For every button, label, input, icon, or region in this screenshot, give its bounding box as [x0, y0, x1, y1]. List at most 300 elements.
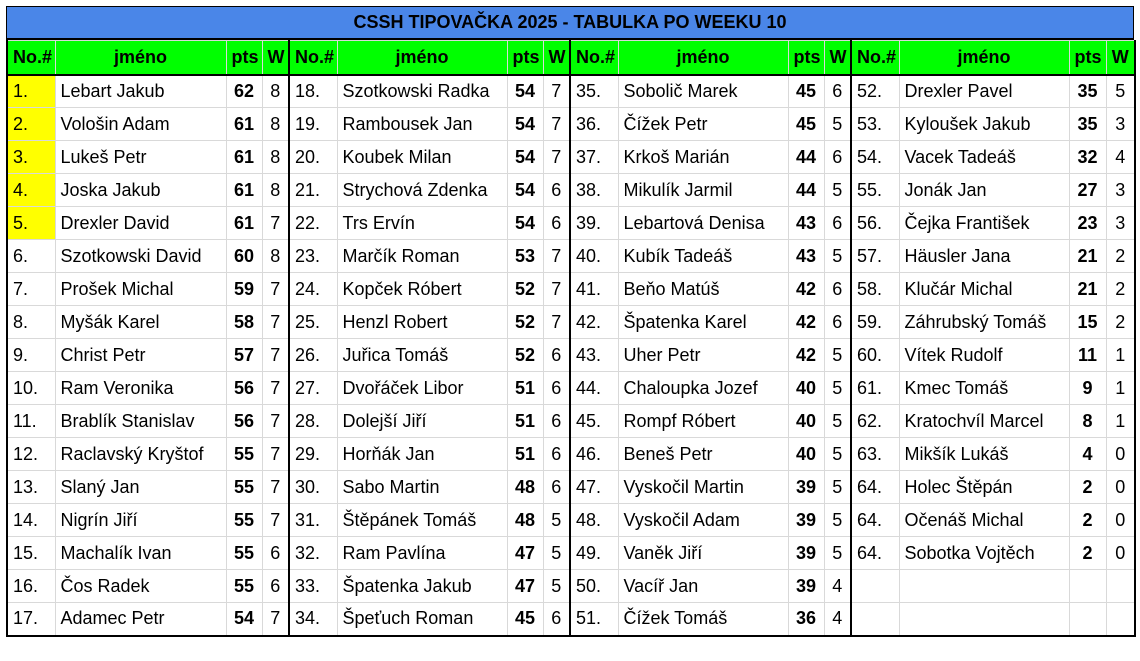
cell-name: Kratochvíl Marcel	[899, 405, 1069, 438]
cell-pts: 43	[788, 207, 824, 240]
cell-pts: 9	[1069, 372, 1106, 405]
cell-no: 9.	[7, 339, 55, 372]
cell-name: Vyskočil Adam	[618, 504, 788, 537]
cell-no: 49.	[570, 537, 618, 570]
cell-name: Záhrubský Tomáš	[899, 306, 1069, 339]
cell-pts: 60	[226, 240, 262, 273]
cell-w: 5	[824, 240, 851, 273]
cell-no: 55.	[851, 174, 899, 207]
cell-name: Horňák Jan	[337, 438, 507, 471]
cell-no: 52.	[851, 75, 899, 108]
cell-no: 16.	[7, 570, 55, 603]
cell-w	[1106, 603, 1135, 636]
cell-w: 2	[1106, 306, 1135, 339]
cell-no	[851, 603, 899, 636]
cell-w: 3	[1106, 108, 1135, 141]
cell-name: Slaný Jan	[55, 471, 226, 504]
cell-pts: 56	[226, 405, 262, 438]
cell-pts: 4	[1069, 438, 1106, 471]
cell-no: 50.	[570, 570, 618, 603]
cell-name: Vaněk Jiří	[618, 537, 788, 570]
cell-pts: 54	[507, 141, 543, 174]
cell-w: 5	[1106, 75, 1135, 108]
table-row	[7, 108, 1135, 141]
cell-no: 34.	[289, 603, 337, 636]
cell-no: 6.	[7, 240, 55, 273]
cell-pts: 52	[507, 306, 543, 339]
cell-pts: 35	[1069, 75, 1106, 108]
cell-no: 27.	[289, 372, 337, 405]
cell-w: 6	[824, 306, 851, 339]
cell-pts: 61	[226, 174, 262, 207]
cell-w: 7	[262, 405, 289, 438]
cell-no: 38.	[570, 174, 618, 207]
header-name: jméno	[899, 41, 1069, 75]
header-row	[7, 41, 1135, 75]
cell-name: Uher Petr	[618, 339, 788, 372]
cell-w: 1	[1106, 339, 1135, 372]
cell-no: 48.	[570, 504, 618, 537]
cell-w: 5	[824, 438, 851, 471]
cell-w: 7	[262, 438, 289, 471]
cell-no: 64.	[851, 471, 899, 504]
cell-w: 5	[543, 537, 570, 570]
cell-pts: 42	[788, 273, 824, 306]
cell-name: Marčík Roman	[337, 240, 507, 273]
standings-table	[6, 40, 1136, 637]
cell-no: 51.	[570, 603, 618, 636]
cell-pts: 43	[788, 240, 824, 273]
cell-pts: 8	[1069, 405, 1106, 438]
cell-name: Kmec Tomáš	[899, 372, 1069, 405]
cell-no: 56.	[851, 207, 899, 240]
cell-no: 41.	[570, 273, 618, 306]
cell-w: 5	[824, 405, 851, 438]
cell-pts: 58	[226, 306, 262, 339]
cell-no: 18.	[289, 75, 337, 108]
cell-name: Čejka František	[899, 207, 1069, 240]
table-row	[7, 372, 1135, 405]
cell-w: 5	[824, 372, 851, 405]
table-row	[7, 570, 1135, 603]
cell-w: 7	[543, 273, 570, 306]
table-row	[7, 141, 1135, 174]
cell-w: 4	[824, 603, 851, 636]
cell-pts: 36	[788, 603, 824, 636]
cell-w: 1	[1106, 372, 1135, 405]
cell-name: Adamec Petr	[55, 603, 226, 636]
cell-w: 3	[1106, 207, 1135, 240]
cell-w: 6	[543, 438, 570, 471]
cell-pts: 32	[1069, 141, 1106, 174]
cell-pts: 2	[1069, 471, 1106, 504]
cell-pts: 39	[788, 504, 824, 537]
cell-name: Prošek Michal	[55, 273, 226, 306]
cell-name: Čos Radek	[55, 570, 226, 603]
cell-w: 6	[262, 570, 289, 603]
cell-name: Sobolič Marek	[618, 75, 788, 108]
cell-w: 8	[262, 240, 289, 273]
cell-w: 6	[262, 537, 289, 570]
cell-name: Dvořáček Libor	[337, 372, 507, 405]
cell-name: Klučár Michal	[899, 273, 1069, 306]
cell-no: 20.	[289, 141, 337, 174]
cell-name: Kyloušek Jakub	[899, 108, 1069, 141]
cell-no: 53.	[851, 108, 899, 141]
cell-no: 28.	[289, 405, 337, 438]
cell-pts: 54	[507, 75, 543, 108]
cell-w: 5	[824, 471, 851, 504]
cell-w: 7	[262, 273, 289, 306]
cell-no: 25.	[289, 306, 337, 339]
cell-pts: 40	[788, 405, 824, 438]
cell-w: 3	[1106, 174, 1135, 207]
cell-w: 5	[824, 108, 851, 141]
cell-w: 6	[543, 174, 570, 207]
cell-w: 2	[1106, 240, 1135, 273]
cell-name: Strychová Zdenka	[337, 174, 507, 207]
cell-pts: 39	[788, 537, 824, 570]
cell-no: 43.	[570, 339, 618, 372]
cell-name: Vacíř Jan	[618, 570, 788, 603]
cell-name: Nigrín Jiří	[55, 504, 226, 537]
cell-no: 57.	[851, 240, 899, 273]
cell-pts: 47	[507, 537, 543, 570]
cell-pts: 44	[788, 174, 824, 207]
cell-w: 7	[262, 306, 289, 339]
cell-no: 47.	[570, 471, 618, 504]
cell-no: 3.	[7, 141, 55, 174]
cell-name: Očenáš Michal	[899, 504, 1069, 537]
cell-no: 63.	[851, 438, 899, 471]
cell-name: Rambousek Jan	[337, 108, 507, 141]
cell-name: Dolejší Jiří	[337, 405, 507, 438]
cell-w: 7	[262, 207, 289, 240]
cell-name: Koubek Milan	[337, 141, 507, 174]
header-no: No.#	[7, 41, 55, 75]
cell-pts: 21	[1069, 273, 1106, 306]
cell-name: Juřica Tomáš	[337, 339, 507, 372]
cell-pts: 62	[226, 75, 262, 108]
cell-no: 21.	[289, 174, 337, 207]
cell-pts: 2	[1069, 504, 1106, 537]
cell-name	[899, 603, 1069, 636]
cell-w: 5	[824, 537, 851, 570]
cell-no: 58.	[851, 273, 899, 306]
cell-no: 12.	[7, 438, 55, 471]
cell-no: 40.	[570, 240, 618, 273]
cell-no: 8.	[7, 306, 55, 339]
cell-no: 13.	[7, 471, 55, 504]
header-no: No.#	[851, 41, 899, 75]
cell-name: Trs Ervín	[337, 207, 507, 240]
cell-pts: 55	[226, 537, 262, 570]
cell-name: Szotkowski Radka	[337, 75, 507, 108]
cell-pts: 61	[226, 108, 262, 141]
cell-name: Kubík Tadeáš	[618, 240, 788, 273]
cell-name: Mikšík Lukáš	[899, 438, 1069, 471]
cell-pts: 23	[1069, 207, 1106, 240]
cell-pts: 40	[788, 372, 824, 405]
header-pts: pts	[507, 41, 543, 75]
table-row	[7, 174, 1135, 207]
cell-name: Špatenka Jakub	[337, 570, 507, 603]
cell-pts: 45	[788, 75, 824, 108]
header-w: W	[1106, 41, 1135, 75]
cell-w: 0	[1106, 537, 1135, 570]
cell-no: 29.	[289, 438, 337, 471]
cell-no: 64.	[851, 537, 899, 570]
cell-name: Štěpánek Tomáš	[337, 504, 507, 537]
cell-w: 8	[262, 174, 289, 207]
cell-no: 39.	[570, 207, 618, 240]
cell-pts: 61	[226, 141, 262, 174]
cell-no: 45.	[570, 405, 618, 438]
cell-no: 24.	[289, 273, 337, 306]
cell-name: Häusler Jana	[899, 240, 1069, 273]
cell-name: Christ Petr	[55, 339, 226, 372]
cell-pts: 35	[1069, 108, 1106, 141]
cell-w: 6	[543, 405, 570, 438]
cell-w: 8	[262, 75, 289, 108]
cell-pts: 51	[507, 405, 543, 438]
cell-pts: 2	[1069, 537, 1106, 570]
cell-pts: 54	[507, 108, 543, 141]
cell-name: Brablík Stanislav	[55, 405, 226, 438]
cell-no: 2.	[7, 108, 55, 141]
cell-pts: 47	[507, 570, 543, 603]
cell-name: Beňo Matúš	[618, 273, 788, 306]
cell-w: 5	[824, 174, 851, 207]
cell-pts: 56	[226, 372, 262, 405]
cell-w: 8	[262, 141, 289, 174]
cell-no: 31.	[289, 504, 337, 537]
header-pts: pts	[788, 41, 824, 75]
cell-no: 64.	[851, 504, 899, 537]
cell-no: 30.	[289, 471, 337, 504]
cell-name: Rompf Róbert	[618, 405, 788, 438]
cell-pts: 45	[788, 108, 824, 141]
cell-w: 4	[824, 570, 851, 603]
cell-pts: 44	[788, 141, 824, 174]
cell-w: 0	[1106, 438, 1135, 471]
cell-name: Lebartová Denisa	[618, 207, 788, 240]
cell-name: Vološin Adam	[55, 108, 226, 141]
cell-no: 60.	[851, 339, 899, 372]
cell-no: 61.	[851, 372, 899, 405]
cell-name: Ram Pavlína	[337, 537, 507, 570]
cell-name: Krkoš Marián	[618, 141, 788, 174]
cell-no: 23.	[289, 240, 337, 273]
cell-w: 2	[1106, 273, 1135, 306]
cell-no: 59.	[851, 306, 899, 339]
cell-w: 5	[824, 339, 851, 372]
cell-w: 8	[262, 108, 289, 141]
cell-pts: 59	[226, 273, 262, 306]
cell-no: 46.	[570, 438, 618, 471]
cell-no: 36.	[570, 108, 618, 141]
cell-pts: 55	[226, 471, 262, 504]
cell-w: 6	[824, 207, 851, 240]
header-name: jméno	[337, 41, 507, 75]
header-w: W	[543, 41, 570, 75]
sheet-title: CSSH TIPOVAČKA 2025 - TABULKA PO WEEKU 10	[6, 6, 1134, 40]
cell-pts: 42	[788, 306, 824, 339]
cell-name: Čížek Petr	[618, 108, 788, 141]
cell-pts: 54	[507, 174, 543, 207]
cell-w: 0	[1106, 504, 1135, 537]
cell-pts: 11	[1069, 339, 1106, 372]
header-w: W	[262, 41, 289, 75]
header-w: W	[824, 41, 851, 75]
table-row	[7, 603, 1135, 636]
cell-pts: 55	[226, 570, 262, 603]
cell-pts: 48	[507, 471, 543, 504]
cell-pts	[1069, 570, 1106, 603]
cell-no: 33.	[289, 570, 337, 603]
cell-name: Sabo Martin	[337, 471, 507, 504]
cell-name: Vítek Rudolf	[899, 339, 1069, 372]
cell-name: Lukeš Petr	[55, 141, 226, 174]
cell-w: 5	[543, 504, 570, 537]
cell-name: Henzl Robert	[337, 306, 507, 339]
cell-name: Špatenka Karel	[618, 306, 788, 339]
cell-name: Joska Jakub	[55, 174, 226, 207]
header-name: jméno	[55, 41, 226, 75]
cell-pts: 45	[507, 603, 543, 636]
header-pts: pts	[1069, 41, 1106, 75]
cell-pts: 54	[507, 207, 543, 240]
cell-name: Holec Štěpán	[899, 471, 1069, 504]
cell-pts: 48	[507, 504, 543, 537]
cell-w: 7	[262, 372, 289, 405]
cell-no: 15.	[7, 537, 55, 570]
cell-pts: 21	[1069, 240, 1106, 273]
cell-w: 7	[543, 306, 570, 339]
cell-pts: 52	[507, 273, 543, 306]
cell-w: 5	[543, 570, 570, 603]
cell-name: Machalík Ivan	[55, 537, 226, 570]
cell-w: 5	[824, 504, 851, 537]
header-name: jméno	[618, 41, 788, 75]
cell-pts: 54	[226, 603, 262, 636]
table-row	[7, 339, 1135, 372]
cell-name: Raclavský Kryštof	[55, 438, 226, 471]
cell-w: 6	[543, 207, 570, 240]
cell-name: Čížek Tomáš	[618, 603, 788, 636]
cell-name	[899, 570, 1069, 603]
cell-pts: 53	[507, 240, 543, 273]
cell-no: 35.	[570, 75, 618, 108]
cell-name: Vacek Tadeáš	[899, 141, 1069, 174]
header-no: No.#	[570, 41, 618, 75]
cell-no: 19.	[289, 108, 337, 141]
cell-no: 1.	[7, 75, 55, 108]
cell-no: 10.	[7, 372, 55, 405]
cell-pts: 51	[507, 438, 543, 471]
cell-name: Beneš Petr	[618, 438, 788, 471]
cell-w: 6	[824, 141, 851, 174]
cell-w: 4	[1106, 141, 1135, 174]
cell-pts: 55	[226, 504, 262, 537]
table-row	[7, 240, 1135, 273]
cell-name: Drexler David	[55, 207, 226, 240]
cell-pts: 42	[788, 339, 824, 372]
cell-w: 6	[543, 339, 570, 372]
cell-no: 26.	[289, 339, 337, 372]
table-row	[7, 537, 1135, 570]
cell-name: Mikulík Jarmil	[618, 174, 788, 207]
cell-pts: 39	[788, 570, 824, 603]
cell-pts: 51	[507, 372, 543, 405]
cell-name: Drexler Pavel	[899, 75, 1069, 108]
cell-no: 54.	[851, 141, 899, 174]
cell-no: 5.	[7, 207, 55, 240]
cell-name: Szotkowski David	[55, 240, 226, 273]
table-row	[7, 405, 1135, 438]
table-row	[7, 438, 1135, 471]
cell-w	[1106, 570, 1135, 603]
cell-w: 6	[543, 372, 570, 405]
cell-name: Špeťuch Roman	[337, 603, 507, 636]
cell-w: 1	[1106, 405, 1135, 438]
cell-pts: 40	[788, 438, 824, 471]
cell-name: Jonák Jan	[899, 174, 1069, 207]
cell-pts: 61	[226, 207, 262, 240]
cell-name: Kopček Róbert	[337, 273, 507, 306]
cell-no: 32.	[289, 537, 337, 570]
cell-name: Ram Veronika	[55, 372, 226, 405]
cell-no: 62.	[851, 405, 899, 438]
cell-w: 6	[543, 603, 570, 636]
header-pts: pts	[226, 41, 262, 75]
cell-name: Vyskočil Martin	[618, 471, 788, 504]
cell-no: 17.	[7, 603, 55, 636]
cell-w: 7	[543, 108, 570, 141]
cell-w: 7	[543, 75, 570, 108]
cell-no: 22.	[289, 207, 337, 240]
cell-w: 7	[262, 603, 289, 636]
cell-pts	[1069, 603, 1106, 636]
cell-w: 7	[262, 471, 289, 504]
cell-w: 7	[543, 141, 570, 174]
cell-pts: 15	[1069, 306, 1106, 339]
cell-name: Chaloupka Jozef	[618, 372, 788, 405]
table-row	[7, 273, 1135, 306]
header-no: No.#	[289, 41, 337, 75]
cell-name: Sobotka Vojtěch	[899, 537, 1069, 570]
table-row	[7, 207, 1135, 240]
cell-no: 14.	[7, 504, 55, 537]
cell-w: 6	[824, 75, 851, 108]
cell-name: Myšák Karel	[55, 306, 226, 339]
cell-w: 6	[543, 471, 570, 504]
cell-no	[851, 570, 899, 603]
cell-w: 6	[824, 273, 851, 306]
cell-w: 7	[262, 504, 289, 537]
cell-no: 37.	[570, 141, 618, 174]
cell-no: 4.	[7, 174, 55, 207]
cell-pts: 52	[507, 339, 543, 372]
table-row	[7, 504, 1135, 537]
cell-w: 7	[262, 339, 289, 372]
cell-pts: 55	[226, 438, 262, 471]
cell-no: 44.	[570, 372, 618, 405]
cell-name: Lebart Jakub	[55, 75, 226, 108]
table-row	[7, 75, 1135, 108]
cell-no: 42.	[570, 306, 618, 339]
cell-w: 7	[543, 240, 570, 273]
